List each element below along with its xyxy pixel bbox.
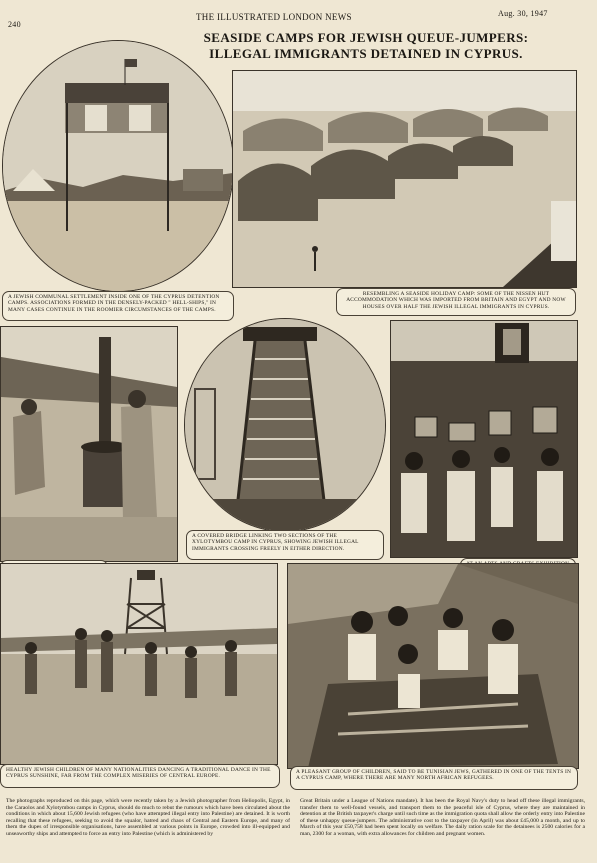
caption-text: A JEWISH COMMUNAL SETTLEMENT INSIDE ONE OF THE CYPRUS DETENTION CAMPS. ASSOCIATIONS FORMED IN THE DENSELY-PACKED " HELL-SHIPS," IN MANY CASES CONTINUE IN THE ROOMIER CIRCUMSTANCES OF THE CAMPS. xyxy=(8,294,220,313)
page-number: 240 xyxy=(8,20,21,29)
publication-name: THE ILLUSTRATED LONDON NEWS xyxy=(196,12,352,22)
photo-children-dancing xyxy=(0,563,278,765)
caption-children-in-tent xyxy=(290,766,578,790)
headline-line-2: ILLEGAL IMMIGRANTS DETAINED IN CYPRUS. xyxy=(209,46,523,61)
caption-communal-settlement xyxy=(2,291,234,321)
photo-children-in-tent xyxy=(287,563,579,769)
headline-line-1: SEASIDE CAMPS FOR JEWISH QUEUE-JUMPERS: xyxy=(203,30,529,45)
photo-communal-settlement xyxy=(2,40,234,292)
caption-text: A PLEASANT GROUP OF CHILDREN, SAID TO BE TUNISIAN JEWS, GATHERED IN ONE OF THE TENTS IN A CYPRUS CAMP, WHERE THERE ARE MANY NORTH AFRICAN REFUGEES. xyxy=(296,769,572,782)
article-column-2: Great Britain under a League of Nations mandate). It has been the Royal Navy's duty to head off these illegal immigrants, transfer them to well-found vessels, and transport them to the peaceful isle of Cyprus, where they are maintained in detention at the British taxpayer's charge until such time as the immigration quota shall allow the orderly entry into Palestine of these unhappy queue-jumpers. The administrative cost to the taxpayer (in April) was about £45,000 a month, and up to March of this year £50,758 had been spent locally on welfare. The daily ration scale for the detainees is 2500 calories for a man, 2300 for a woman, with extra allowances for children and pregnant women. xyxy=(300,798,585,837)
caption-text: A COVERED BRIDGE LINKING TWO SECTIONS OF THE XYLOTYMBOU CAMP IN CYPRUS, SHOWING JEWISH ILLEGAL IMMIGRANTS CROSSING FREELY IN EITHER DIRECTION. xyxy=(192,533,359,552)
caption-text: RESEMBLING A SEASIDE HOLIDAY CAMP: SOME OF THE NISSEN HUT ACCOMMODATION WHICH WAS IMPORTED FROM BRITAIN AND EGYPT AND NOW HOUSES OVER HALF THE JEWISH ILLEGAL IMMIGRANTS IN CYPRUS. xyxy=(346,291,566,310)
caption-covered-bridge xyxy=(186,530,384,560)
photo-covered-bridge xyxy=(184,318,386,532)
caption-text: HEALTHY JEWISH CHILDREN OF MANY NATIONALITIES DANCING A TRADITIONAL DANCE IN THE CYPRUS SUNSHINE, FAR FROM THE COMPLEX MISERIES OF CENTRAL EUROPE. xyxy=(6,767,271,780)
caption-nissen-huts xyxy=(336,288,576,316)
photo-arts-exhibition xyxy=(390,320,578,558)
photo-camp-kitchen xyxy=(0,326,178,562)
caption-children-dancing xyxy=(0,764,280,788)
photo-nissen-huts xyxy=(232,70,577,288)
issue-date: Aug. 30, 1947 xyxy=(498,9,548,18)
article-column-1: The photographs reproduced on this page, which were recently taken by a Jewish photographer from Heliopolis, Egypt, in the Caraolos and Xylotymbou camps in Cyprus, should do much to rebut the rumours which have been circulated about the conditions in which about 15,600 Jewish refugees (who have attempted illegal entry into Palestine) are detained. It is worth recalling that these refugees, seeking to avoid the squalor, hatred and chaos of Central and Eastern Europe, and many of them the dupes of irresponsible organisations, have assembled at various points in Europe, crowded into ill-equipped and unseaworthy ships and attempted to force an entry into Palestine (which is administered by xyxy=(6,798,290,837)
